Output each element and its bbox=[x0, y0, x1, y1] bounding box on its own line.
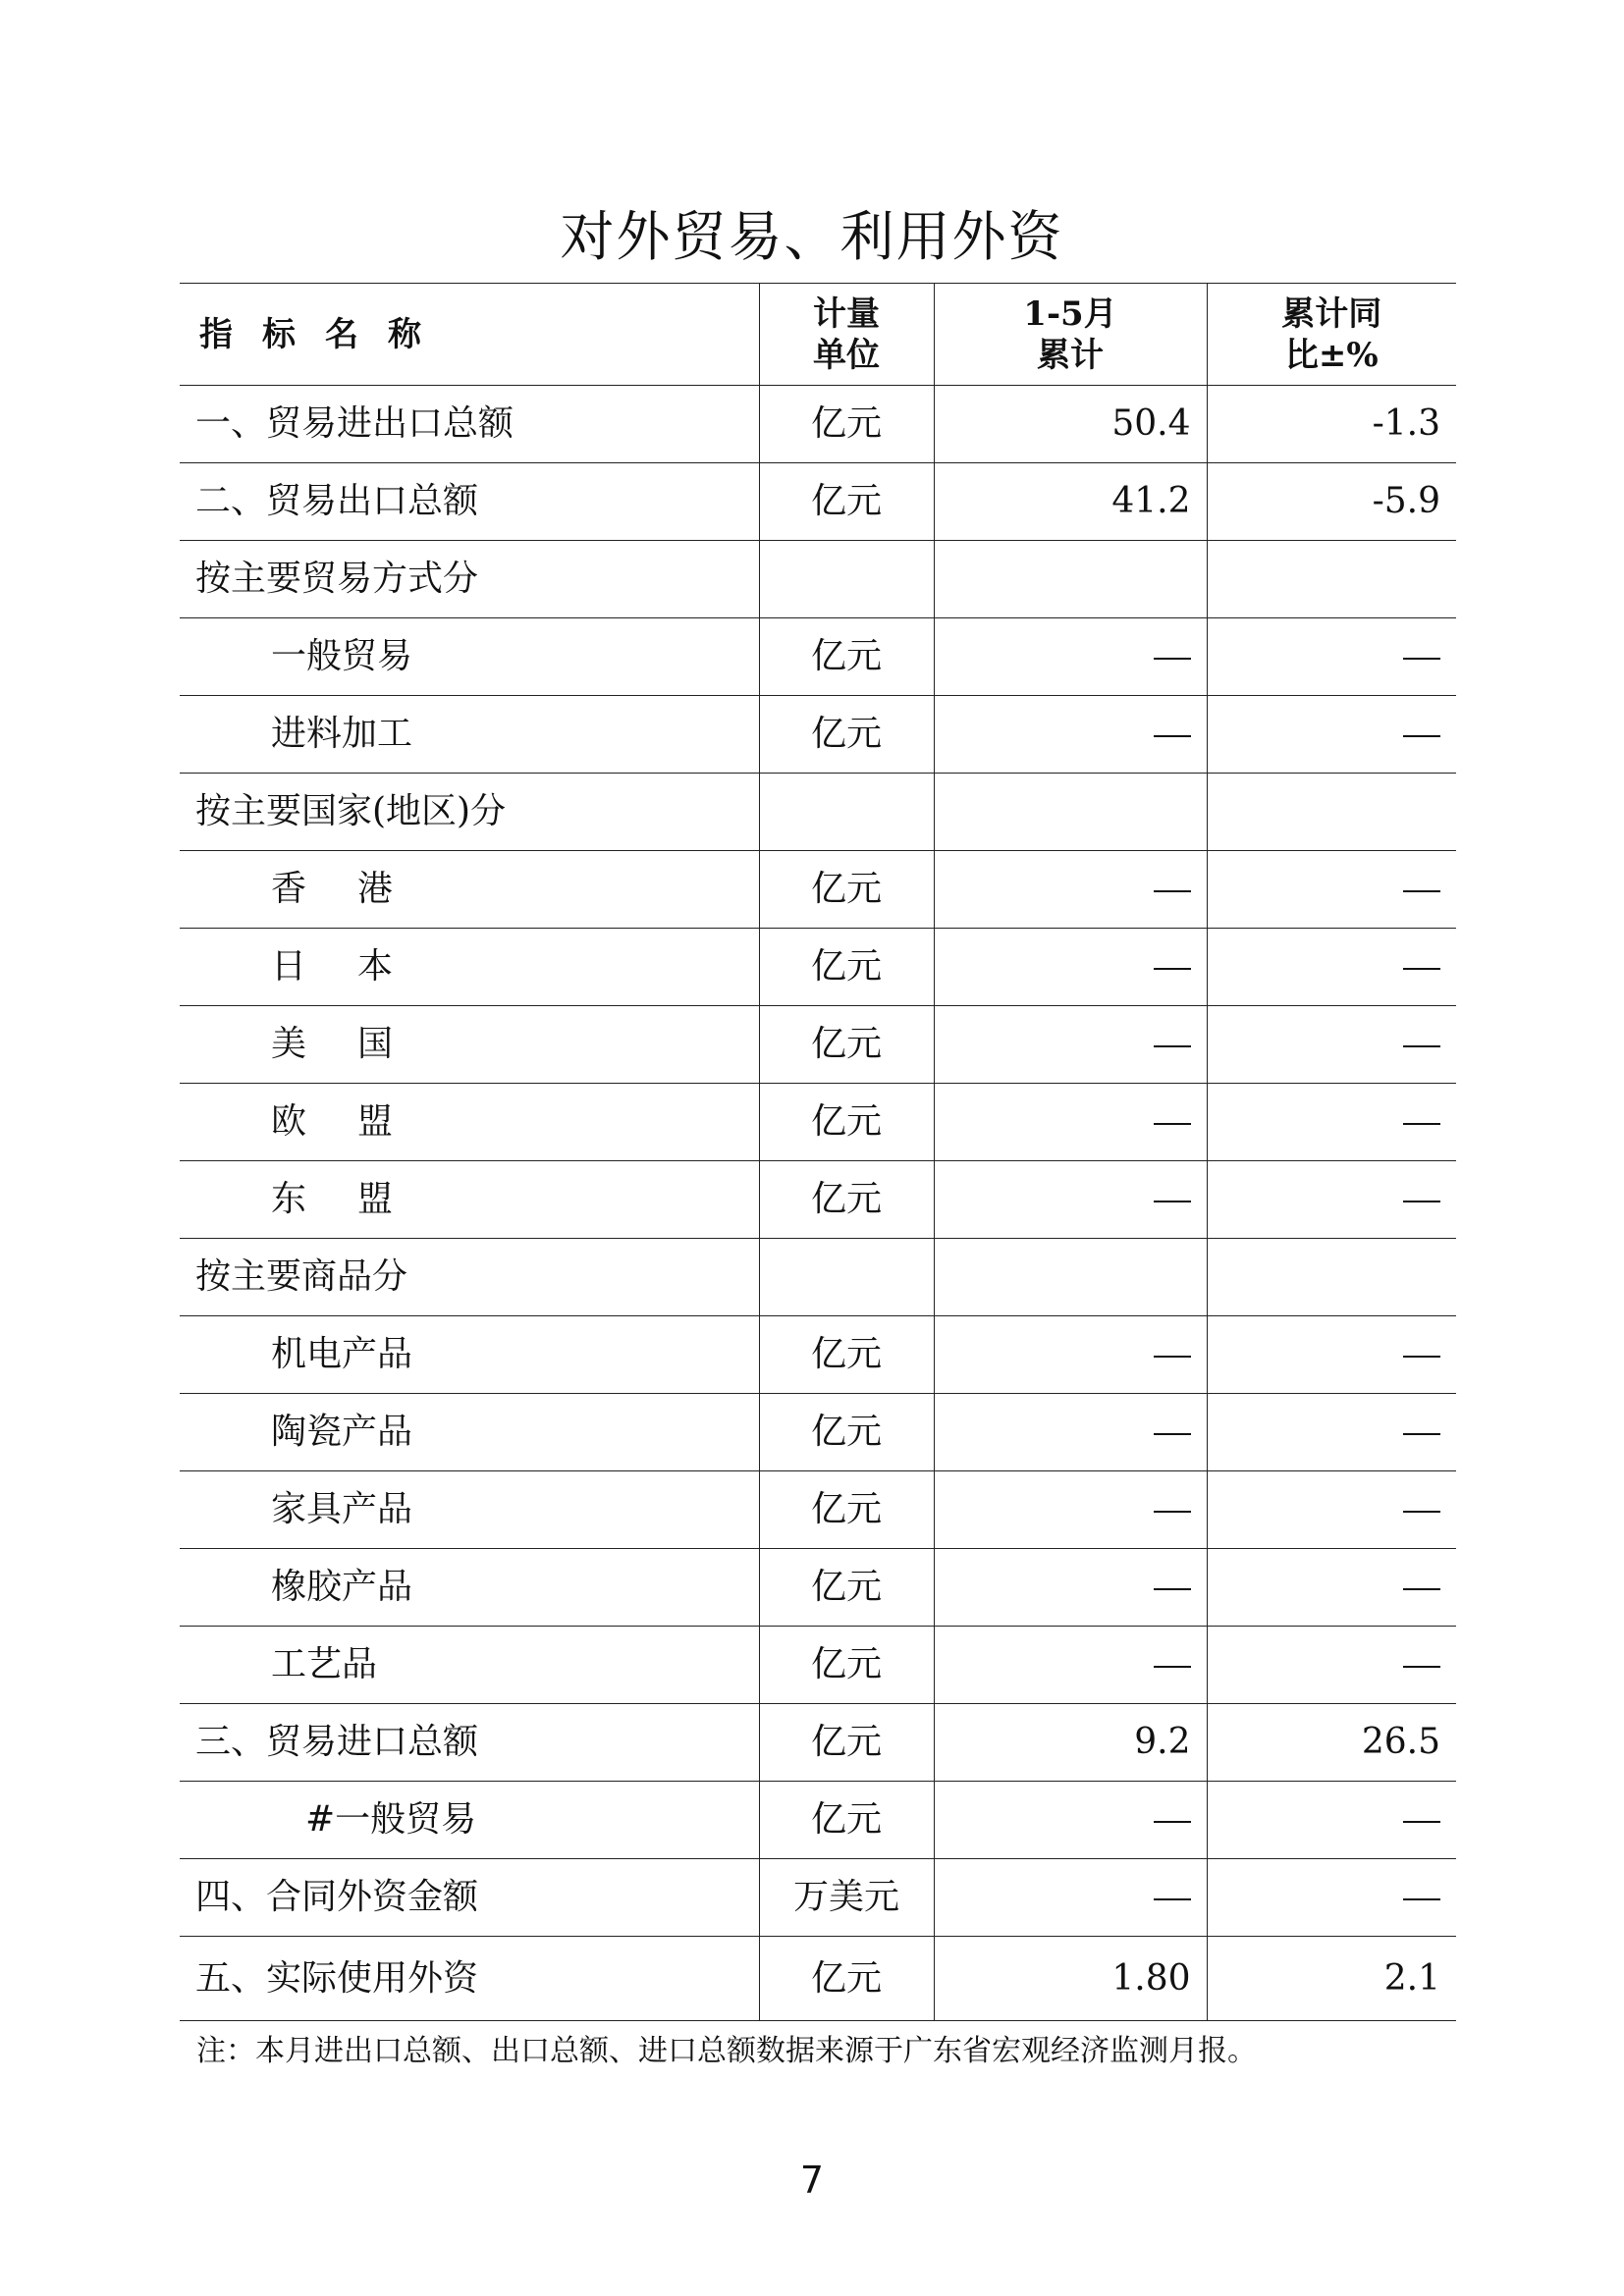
row-value bbox=[934, 1316, 1207, 1394]
table-row bbox=[180, 1006, 1456, 1084]
row-name: 日本 bbox=[180, 929, 759, 1006]
no-data-dash bbox=[1154, 968, 1191, 970]
no-data-dash bbox=[1154, 1433, 1191, 1435]
no-data-dash bbox=[1154, 735, 1191, 737]
row-value bbox=[934, 929, 1207, 1006]
row-change bbox=[1207, 1084, 1456, 1161]
row-change: -5.9 bbox=[1207, 463, 1456, 541]
table-row bbox=[180, 851, 1456, 929]
table-row bbox=[180, 1782, 1456, 1859]
row-value bbox=[934, 1239, 1207, 1316]
no-data-dash bbox=[1154, 1201, 1191, 1202]
no-data-dash bbox=[1154, 1045, 1191, 1047]
row-unit: 亿元 bbox=[759, 1316, 934, 1394]
row-value bbox=[934, 1394, 1207, 1471]
row-name: 东盟 bbox=[180, 1161, 759, 1239]
table-row bbox=[180, 1627, 1456, 1704]
row-name: 欧盟 bbox=[180, 1084, 759, 1161]
row-unit: 亿元 bbox=[759, 1627, 934, 1704]
footnote: 注：本月进出口总额、出口总额、进口总额数据来源于广东省宏观经济监测月报。 bbox=[196, 2034, 1257, 2068]
no-data-dash bbox=[1403, 1588, 1440, 1590]
row-value: 41.2 bbox=[934, 463, 1207, 541]
row-name: 一般贸易 bbox=[180, 618, 759, 696]
row-name: 三、贸易进口总额 bbox=[180, 1704, 759, 1782]
row-change: 26.5 bbox=[1207, 1704, 1456, 1782]
row-unit: 亿元 bbox=[759, 696, 934, 774]
no-data-dash bbox=[1403, 1433, 1440, 1435]
no-data-dash bbox=[1154, 1821, 1191, 1823]
row-value bbox=[934, 1782, 1207, 1859]
table-row bbox=[180, 1937, 1456, 2021]
no-data-dash bbox=[1403, 735, 1440, 737]
table-row bbox=[180, 1084, 1456, 1161]
no-data-dash bbox=[1154, 1588, 1191, 1590]
row-value bbox=[934, 1549, 1207, 1627]
row-value bbox=[934, 851, 1207, 929]
table-row bbox=[180, 1859, 1456, 1937]
header-unit-line1: 计量 bbox=[813, 294, 880, 334]
header-unit-line2: 单位 bbox=[813, 335, 880, 375]
row-name: 一、贸易进出口总额 bbox=[180, 386, 759, 463]
no-data-dash bbox=[1403, 1898, 1440, 1900]
no-data-dash bbox=[1154, 1356, 1191, 1358]
no-data-dash bbox=[1154, 1123, 1191, 1125]
row-unit: 亿元 bbox=[759, 1471, 934, 1549]
table-row bbox=[180, 463, 1456, 541]
row-change bbox=[1207, 1239, 1456, 1316]
table-row bbox=[180, 1549, 1456, 1627]
table-row bbox=[180, 1316, 1456, 1394]
row-name: 陶瓷产品 bbox=[180, 1394, 759, 1471]
row-unit: 亿元 bbox=[759, 386, 934, 463]
row-value bbox=[934, 541, 1207, 618]
no-data-dash bbox=[1403, 1666, 1440, 1668]
no-data-dash bbox=[1154, 1511, 1191, 1513]
no-data-dash bbox=[1403, 658, 1440, 660]
table-section-row bbox=[180, 1239, 1456, 1316]
row-value: 1.80 bbox=[934, 1937, 1207, 2021]
row-value bbox=[934, 1471, 1207, 1549]
row-unit: 亿元 bbox=[759, 1394, 934, 1471]
row-name: 工艺品 bbox=[180, 1627, 759, 1704]
row-change bbox=[1207, 1471, 1456, 1549]
row-change bbox=[1207, 1627, 1456, 1704]
row-change bbox=[1207, 1394, 1456, 1471]
table-row bbox=[180, 1394, 1456, 1471]
header-cumulative bbox=[934, 284, 1207, 386]
table-section-row bbox=[180, 541, 1456, 618]
row-value: 50.4 bbox=[934, 386, 1207, 463]
section-name: 按主要商品分 bbox=[180, 1239, 759, 1316]
row-unit: 亿元 bbox=[759, 1704, 934, 1782]
no-data-dash bbox=[1403, 1201, 1440, 1202]
table-header-row bbox=[180, 284, 1456, 386]
row-name: 进料加工 bbox=[180, 696, 759, 774]
row-name: 家具产品 bbox=[180, 1471, 759, 1549]
row-name: #一般贸易 bbox=[180, 1782, 759, 1859]
row-unit: 亿元 bbox=[759, 618, 934, 696]
no-data-dash bbox=[1154, 1666, 1191, 1668]
no-data-dash bbox=[1403, 968, 1440, 970]
page-number: 7 bbox=[799, 2159, 825, 2202]
row-change bbox=[1207, 851, 1456, 929]
row-change: 2.1 bbox=[1207, 1937, 1456, 2021]
row-value bbox=[934, 1859, 1207, 1937]
statistics-table bbox=[180, 283, 1456, 2021]
row-name: 美国 bbox=[180, 1006, 759, 1084]
row-unit: 亿元 bbox=[759, 1937, 934, 2021]
row-name: 机电产品 bbox=[180, 1316, 759, 1394]
header-yoy-line1: 累计同 bbox=[1281, 294, 1382, 334]
table-section-row bbox=[180, 774, 1456, 851]
table-row bbox=[180, 386, 1456, 463]
row-change bbox=[1207, 1161, 1456, 1239]
row-value bbox=[934, 1084, 1207, 1161]
no-data-dash bbox=[1154, 1898, 1191, 1900]
row-value bbox=[934, 774, 1207, 851]
row-name: 橡胶产品 bbox=[180, 1549, 759, 1627]
table-row bbox=[180, 1161, 1456, 1239]
no-data-dash bbox=[1403, 1511, 1440, 1513]
row-unit: 亿元 bbox=[759, 929, 934, 1006]
row-name: 四、合同外资金额 bbox=[180, 1859, 759, 1937]
no-data-dash bbox=[1403, 1123, 1440, 1125]
row-change bbox=[1207, 774, 1456, 851]
row-unit: 亿元 bbox=[759, 1161, 934, 1239]
no-data-dash bbox=[1154, 890, 1191, 892]
header-indicator-name: 指标名称 bbox=[180, 284, 759, 386]
row-unit: 亿元 bbox=[759, 851, 934, 929]
no-data-dash bbox=[1403, 1821, 1440, 1823]
table-row bbox=[180, 1704, 1456, 1782]
row-value bbox=[934, 1627, 1207, 1704]
row-change bbox=[1207, 618, 1456, 696]
row-unit: 亿元 bbox=[759, 1782, 934, 1859]
header-yoy-line2: 比±% bbox=[1284, 335, 1379, 375]
row-value bbox=[934, 1161, 1207, 1239]
row-unit bbox=[759, 1239, 934, 1316]
row-unit: 亿元 bbox=[759, 1006, 934, 1084]
table-row bbox=[180, 1471, 1456, 1549]
row-unit: 亿元 bbox=[759, 1549, 934, 1627]
row-name: 香港 bbox=[180, 851, 759, 929]
row-unit: 亿元 bbox=[759, 1084, 934, 1161]
row-change bbox=[1207, 1859, 1456, 1937]
header-cumulative-line1: 1-5月 bbox=[1023, 294, 1117, 334]
row-change bbox=[1207, 1006, 1456, 1084]
row-value bbox=[934, 1006, 1207, 1084]
row-value bbox=[934, 696, 1207, 774]
header-unit bbox=[759, 284, 934, 386]
no-data-dash bbox=[1403, 1045, 1440, 1047]
row-name: 五、实际使用外资 bbox=[180, 1937, 759, 2021]
section-name: 按主要贸易方式分 bbox=[180, 541, 759, 618]
header-yoy-change bbox=[1207, 284, 1456, 386]
no-data-dash bbox=[1403, 1356, 1440, 1358]
row-unit: 万美元 bbox=[759, 1859, 934, 1937]
row-change bbox=[1207, 696, 1456, 774]
row-unit bbox=[759, 541, 934, 618]
row-unit: 亿元 bbox=[759, 463, 934, 541]
no-data-dash bbox=[1154, 658, 1191, 660]
row-change bbox=[1207, 1549, 1456, 1627]
row-unit bbox=[759, 774, 934, 851]
row-value: 9.2 bbox=[934, 1704, 1207, 1782]
table-row bbox=[180, 696, 1456, 774]
table-row bbox=[180, 618, 1456, 696]
row-value bbox=[934, 618, 1207, 696]
row-change bbox=[1207, 1316, 1456, 1394]
row-change bbox=[1207, 1782, 1456, 1859]
row-change: -1.3 bbox=[1207, 386, 1456, 463]
section-name: 按主要国家(地区)分 bbox=[180, 774, 759, 851]
no-data-dash bbox=[1403, 890, 1440, 892]
row-name: 二、贸易出口总额 bbox=[180, 463, 759, 541]
table-row bbox=[180, 929, 1456, 1006]
page-title: 对外贸易、利用外资 bbox=[560, 205, 1064, 268]
header-cumulative-line2: 累计 bbox=[1037, 335, 1104, 375]
row-change bbox=[1207, 929, 1456, 1006]
row-change bbox=[1207, 541, 1456, 618]
